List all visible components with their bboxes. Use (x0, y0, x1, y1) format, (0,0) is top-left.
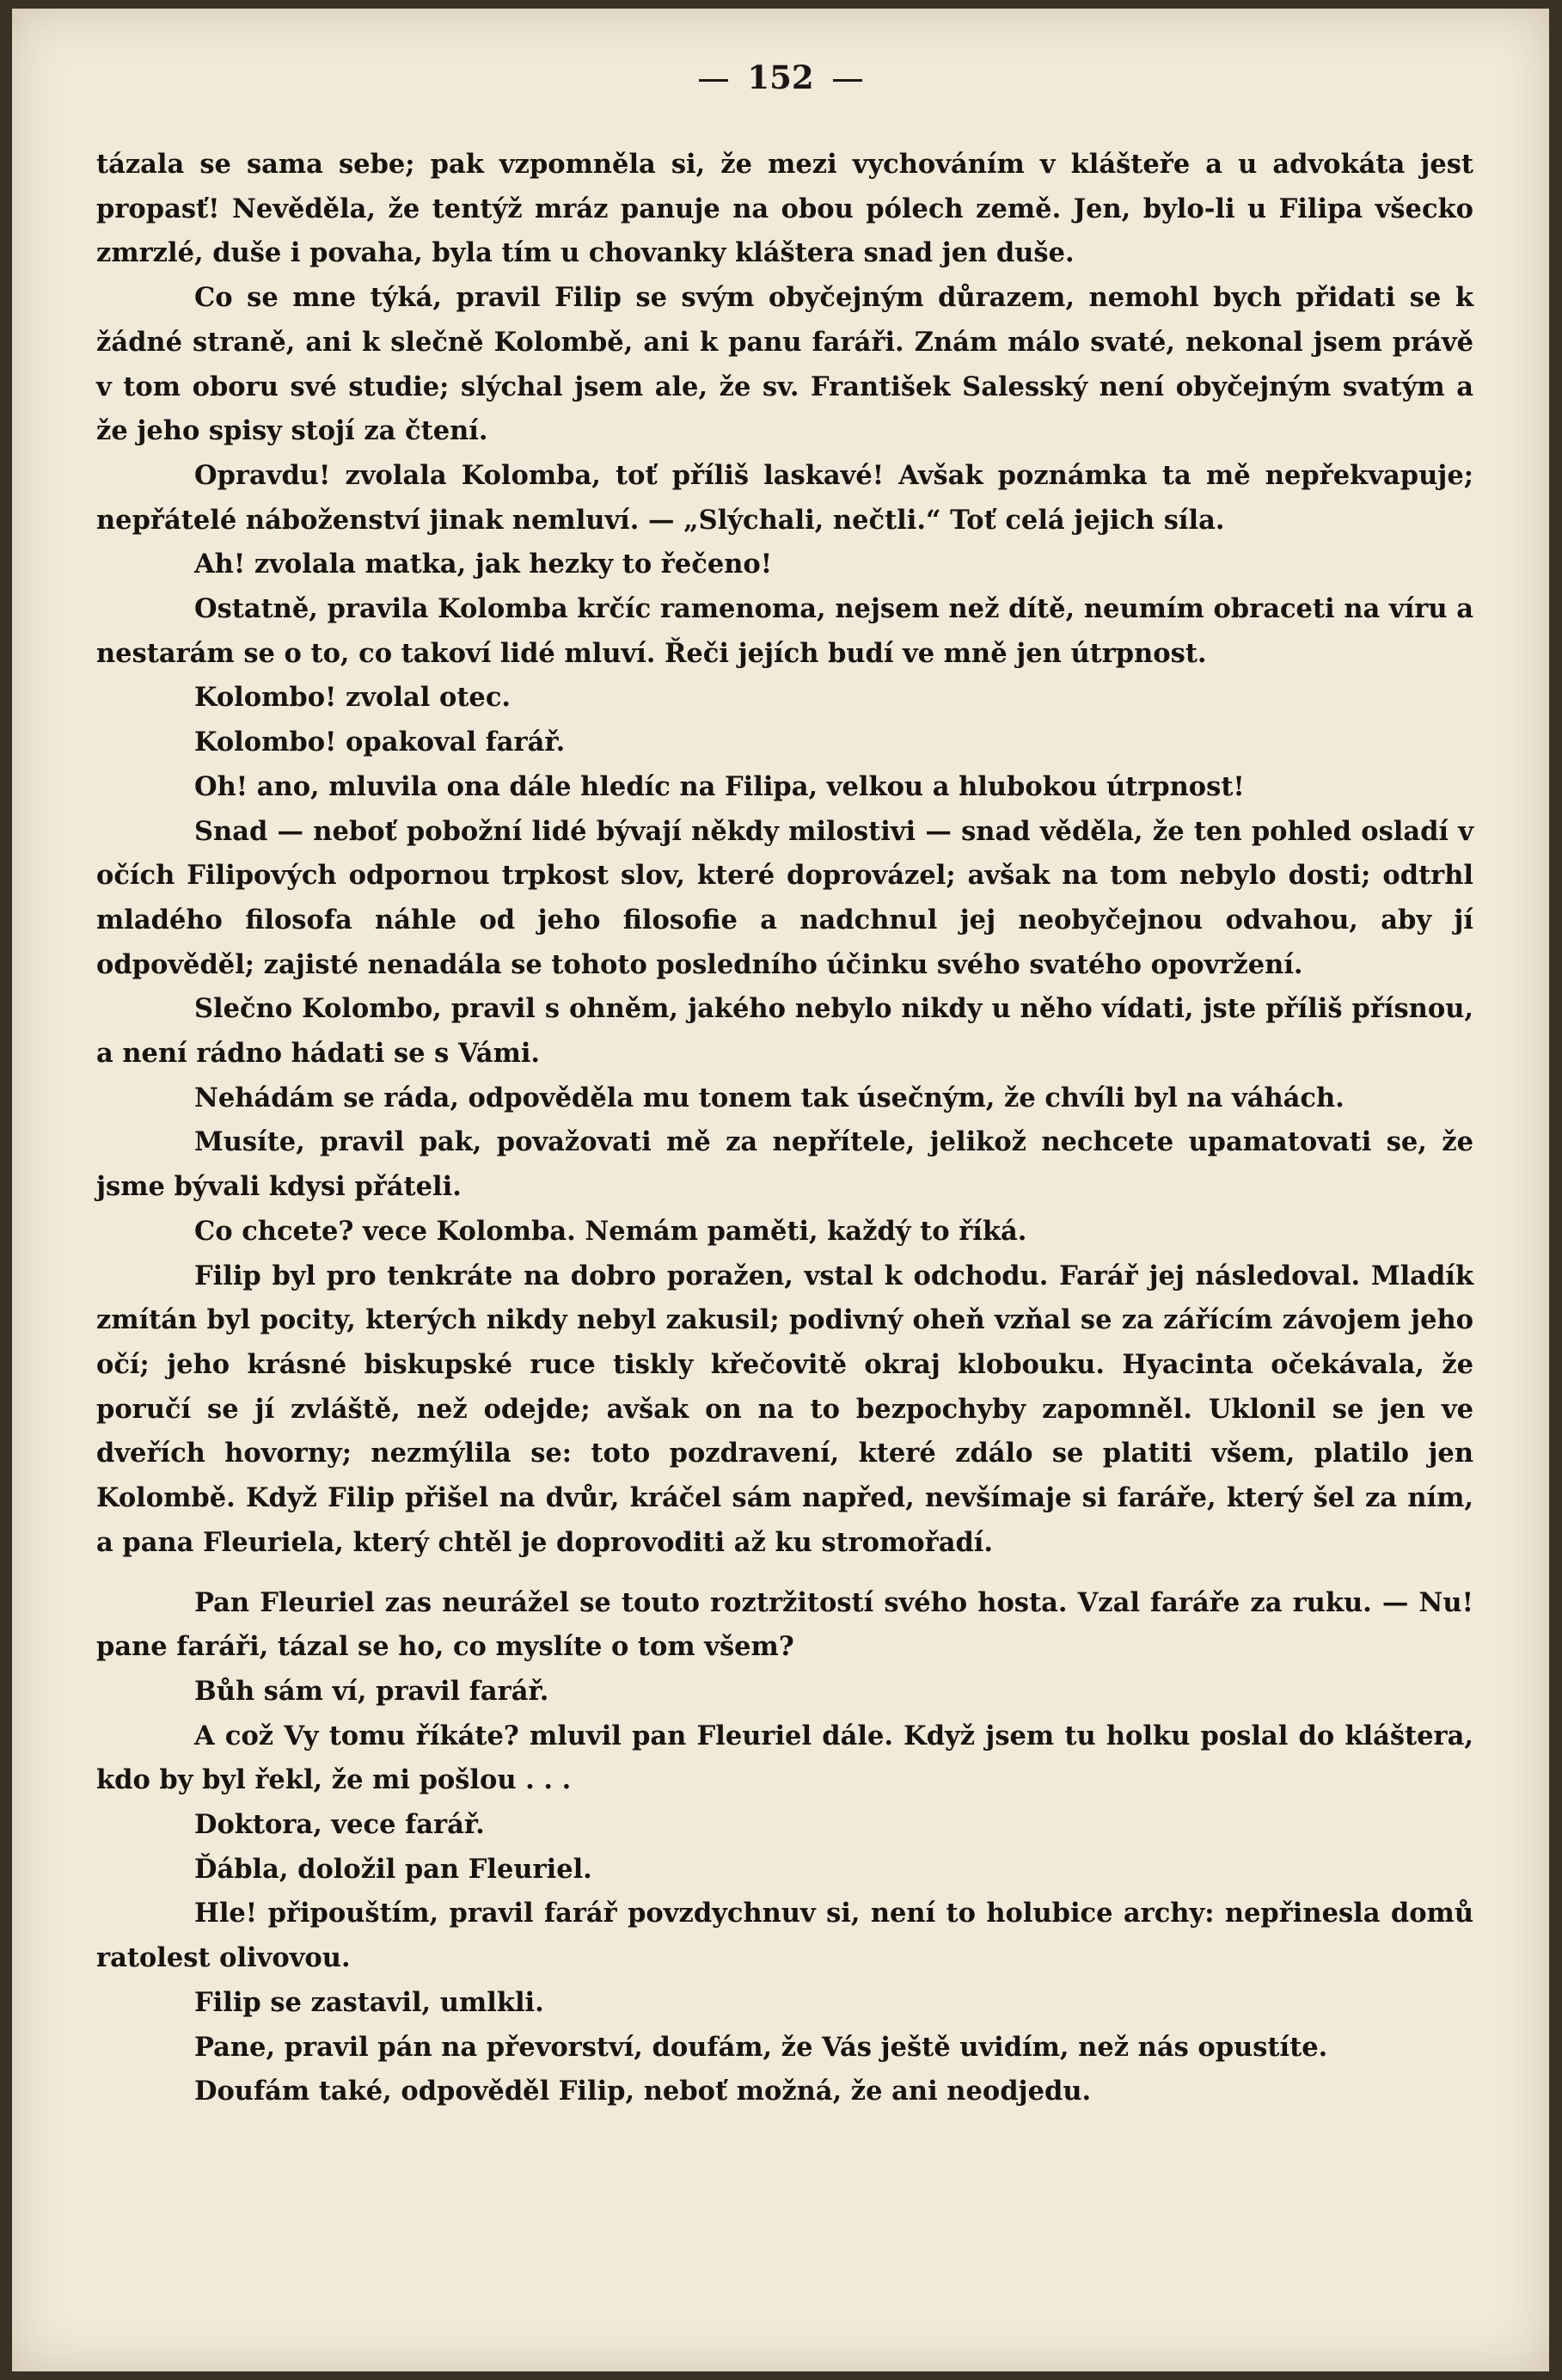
book-page (12, 9, 1549, 2371)
paragraph: Ah! zvolala matka, jak hezky to řečeno! (194, 549, 773, 580)
body-text (96, 143, 1473, 2114)
page-number-text: 152 (747, 58, 814, 96)
paragraph: Musíte, pravil pak, považovati mě za nepřítele, jelikož nechcete upamatovati se, že jsme bývali kdysi přáteli. (96, 1126, 1473, 1203)
paragraph: Slečno Kolombo, pravil s ohněm, jakého nebylo nikdy u něho vídati, jste příliš přísnou, a není rádno hádati se s Vámi. (96, 993, 1473, 1070)
paragraph: Bůh sám ví, pravil farář. (194, 1675, 549, 1707)
paragraph: tázala se sama sebe; pak vzpomněla si, že mezi vychováním v klášteře a u advokáta jest propasť! Nevěděla, že tentýž mráz panuje na obou pólech země. Jen, bylo-li u Filipa všecko zmrzlé, duše i povaha, byla tím u chovanky kláštera snad jen duše. (96, 149, 1473, 269)
paragraph: Pan Fleuriel zas neurážel se touto roztržitostí svého hosta. Vzal faráře za ruku. — Nu! pane faráři, tázal se ho, co myslíte o tom všem? (96, 1586, 1473, 1663)
paragraph: Doktora, vece farář. (194, 1809, 485, 1841)
paragraph: Doufám také, odpověděl Filip, neboť možná, že ani neodjedu. (194, 2076, 1092, 2107)
page-number-dash-right (833, 79, 862, 82)
paragraph: Kolombo! zvolal otec. (194, 682, 511, 714)
paragraph: Ďábla, doložil pan Fleuriel. (194, 1853, 592, 1885)
page-number (12, 58, 1549, 96)
paragraph: Oh! ano, mluvila ona dále hledíc na Filipa, velkou a hlubokou útrpnost! (194, 770, 1245, 802)
paragraph: Ostatně, pravila Kolomba krčíc ramenoma, nejsem než dítě, neumím obraceti na víru a nestarám se o to, co takoví lidé mluví. Řeči jejích budí ve mně jen útrpnost. (96, 593, 1473, 669)
paragraph: Snad — neboť pobožní lidé bývají někdy milostivi — snad věděla, že ten pohled osladí v očích Filipových odpornou trpkost slov, které doprovázel; avšak na tom nebylo dosti; odtrhl mladého filosofa náhle od jeho filosofie a nadchnul jej neobyčejnou odvahou, aby jí odpověděl; zajisté nenadála se tohoto posledního účinku svého svatého opovržení. (96, 815, 1473, 980)
paragraph: Co se mne týká, pravil Filip se svým obyčejným důrazem, nemohl bych přidati se k žádné straně, ani k slečně Kolombě, ani k panu faráři. Znám málo svaté, nekonal jsem právě v tom oboru své studie; slýchal jsem ale, že sv. František Salesský není obyčejným svatým a že jeho spisy stojí za čtení. (96, 282, 1473, 447)
paragraph: Filip byl pro tenkráte na dobro poražen, vstal k odchodu. Farář jej následoval. Mladík zmítán byl pocity, kterých nikdy nebyl zakusil; podivný oheň vzňal se za zářícím závojem jeho očí; jeho krásné biskupské ruce tiskly křečovitě okraj klobouku. Hyacinta očekávala, že poručí se jí zvláště, než odejde; avšak on na to bezpochyby zapomněl. Uklonil se jen ve dveřích hovorny; nezmýlila se: toto pozdravení, které zdálo se platiti všem, platilo jen Kolombě. Když Filip přišel na dvůr, kráčel sám napřed, nevšímaje si faráře, který šel za ním, a pana Fleuriela, který chtěl je doprovoditi až ku stromořadí. (96, 1260, 1473, 1558)
page-number-dash-left (699, 79, 728, 82)
paragraph: Nehádám se ráda, odpověděla mu tonem tak úsečným, že chvíli byl na váhách. (194, 1082, 1345, 1113)
paragraph: Kolombo! opakoval farář. (194, 727, 566, 758)
paragraph: Co chcete? vece Kolomba. Nemám paměti, každý to říká. (194, 1215, 1027, 1247)
paragraph: Opravdu! zvolala Kolomba, toť příliš laskavé! Avšak poznámka ta mě nepřekvapuje; nepřátelé náboženství jinak nemluví. — „Slýchali, nečtli.“ Toť celá jejich síla. (96, 459, 1473, 536)
paragraph: Pane, pravil pán na převorství, doufám, že Vás ještě uvidím, než nás opustíte. (194, 2031, 1328, 2063)
paragraph: Hle! připouštím, pravil farář povzdychnuv si, není to holubice archy: nepřinesla domů ratolest olivovou. (96, 1898, 1473, 1974)
paragraph: A což Vy tomu říkáte? mluvil pan Fleuriel dále. Když jsem tu holku poslal do kláštera, kdo by byl řekl, že mi pošlou . . . (96, 1720, 1473, 1796)
paragraph: Filip se zastavil, umlkli. (194, 1986, 544, 2018)
